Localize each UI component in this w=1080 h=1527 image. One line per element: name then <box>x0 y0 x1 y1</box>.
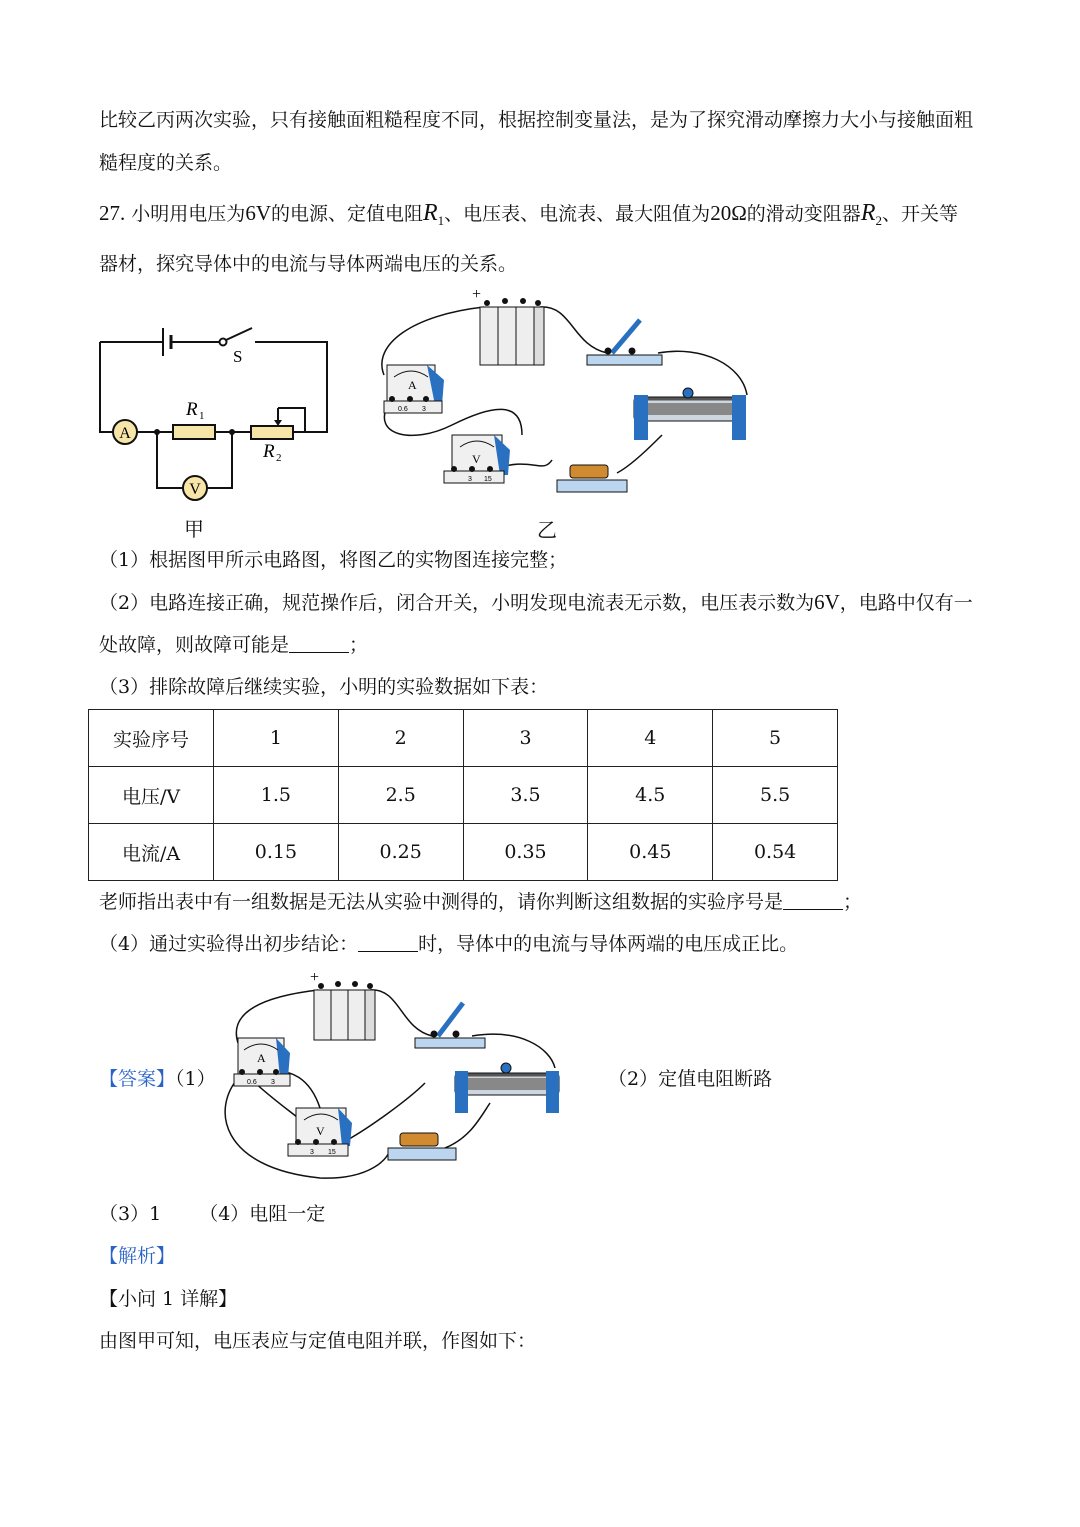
table-cell: 3 <box>463 710 588 767</box>
ammeter-icon <box>384 365 444 413</box>
table-row <box>89 824 838 881</box>
ammeter-icon <box>234 1038 290 1086</box>
answer-ammeter-scale-0: 0.6 <box>247 1079 257 1086</box>
answer-line-3 <box>99 1202 325 1226</box>
q27-text-4: 的滑动变阻器 <box>746 203 861 225</box>
answer-battery-plus-label: + <box>310 969 320 986</box>
q27-resistance: 20Ω <box>710 201 747 225</box>
r1-sub-label: 1 <box>199 410 205 422</box>
answer-3: （3）1 <box>99 1203 162 1225</box>
circuit-diagram-jia <box>95 320 335 545</box>
voltmeter-scale-0: 3 <box>468 476 472 483</box>
table-cell: 2.5 <box>338 767 463 824</box>
q2-voltage: 6V <box>814 590 840 614</box>
ammeter-label: A <box>119 425 131 442</box>
rheostat-icon <box>455 1063 559 1113</box>
table-row <box>89 710 838 767</box>
switch-icon <box>587 320 662 365</box>
answer-ammeter-scale-1: 3 <box>271 1079 275 1086</box>
q27-r1-symbol: R <box>423 200 438 226</box>
switch-label: S <box>233 347 243 366</box>
q27-r2-sub: 2 <box>875 213 882 228</box>
answer-circuit-figure <box>210 968 570 1188</box>
table-header-cell: 实验序号 <box>89 710 214 767</box>
q4-text-b: 时，导体中的电流与导体两端的电压成正比。 <box>418 933 799 955</box>
ammeter-scale-0: 0.6 <box>398 406 408 413</box>
q3-after-text: 老师指出表中有一组数据是无法从实验中测得的，请你判断这组数据的实验序号是 <box>99 891 784 913</box>
r1-label: R <box>186 399 198 420</box>
answer-tag: 【答案】 <box>99 1068 176 1090</box>
analysis-tag: 【解析】 <box>99 1245 176 1267</box>
data-table <box>88 709 838 881</box>
q27-text-3: 、电压表、电流表、最大阻值为 <box>444 203 711 225</box>
question-number: 27. <box>99 201 126 225</box>
q27-voltage: 6V <box>245 201 271 225</box>
rheostat-icon <box>634 388 746 440</box>
voltmeter-face-label: V <box>472 452 481 466</box>
question-27-line-2: 器材，探究导体中的电流与导体两端电压的关系。 <box>99 253 518 275</box>
q2-text-c: 处故障，则故障可能是 <box>99 634 290 656</box>
question-27-line-1 <box>99 198 958 236</box>
answer-blank <box>358 933 418 952</box>
q27-text-2: 的电源、定值电阻 <box>270 203 423 225</box>
voltmeter-icon <box>444 435 510 483</box>
table-cell: 5 <box>713 710 838 767</box>
answer-line-1 <box>99 1067 216 1091</box>
sub-question-2-line-2 <box>99 633 368 657</box>
intro-line-2: 糙程度的关系。 <box>99 152 233 174</box>
resistor-icon <box>388 1133 456 1160</box>
q27-text-5: 、开关等 <box>881 203 958 225</box>
q27-r1-sub: 1 <box>437 213 445 228</box>
q27-text-1: 小明用电压为 <box>131 203 246 225</box>
r2-sub-label: 2 <box>276 452 282 464</box>
answer-ammeter-face-label: A <box>257 1051 266 1065</box>
sub-question-1: （1）根据图甲所示电路图，将图乙的实物图连接完整； <box>99 549 568 571</box>
answer-blank <box>289 634 349 653</box>
answer-1: （1） <box>175 1068 216 1090</box>
ammeter-face-label: A <box>408 378 417 392</box>
voltmeter-scale-1: 15 <box>484 476 492 483</box>
figure-caption-yi: 乙 <box>537 518 557 542</box>
table-header-cell: 电压/V <box>89 767 214 824</box>
table-cell: 0.35 <box>463 824 588 881</box>
q2-text-b: ，电路中仅有一 <box>839 592 973 614</box>
q3-end: ； <box>843 891 863 913</box>
battery-icon <box>480 298 544 365</box>
analysis-sub1-text: 由图甲可知，电压表应与定值电阻并联，作图如下： <box>99 1330 537 1352</box>
q27-r2-symbol: R <box>860 200 876 226</box>
table-cell: 0.25 <box>338 824 463 881</box>
table-cell: 0.54 <box>713 824 838 881</box>
answer-blank <box>783 891 843 910</box>
switch-icon <box>415 1003 485 1048</box>
battery-icon <box>314 981 375 1040</box>
q4-text-a: （4）通过实验得出初步结论： <box>99 933 359 955</box>
r2-label: R <box>263 441 275 462</box>
answer-voltmeter-scale-0: 3 <box>310 1149 314 1156</box>
answer-voltmeter-face-label: V <box>316 1124 325 1138</box>
table-cell: 2 <box>338 710 463 767</box>
table-header-cell: 电流/A <box>89 824 214 881</box>
sub-question-3-follow <box>99 890 862 914</box>
sub-question-2-line-1 <box>99 590 973 615</box>
voltmeter-label: V <box>189 481 201 498</box>
table-row <box>89 767 838 824</box>
resistor-icon <box>557 465 627 492</box>
sub-question-3: （3）排除故障后继续实验，小明的实验数据如下表： <box>99 676 549 698</box>
table-cell: 4.5 <box>588 767 713 824</box>
table-cell: 0.45 <box>588 824 713 881</box>
table-cell: 0.15 <box>214 824 339 881</box>
table-cell: 1.5 <box>214 767 339 824</box>
table-cell: 1 <box>214 710 339 767</box>
table-cell: 3.5 <box>463 767 588 824</box>
battery-plus-label: + <box>472 286 482 303</box>
figure-caption-jia: 甲 <box>184 517 204 541</box>
table-cell: 5.5 <box>713 767 838 824</box>
q2-end: ； <box>349 634 369 656</box>
ammeter-scale-1: 3 <box>422 406 426 413</box>
table-cell: 4 <box>588 710 713 767</box>
q2-text-a: （2）电路连接正确，规范操作后，闭合开关，小明发现电流表无示数，电压表示数为 <box>99 592 815 614</box>
intro-line-1: 比较乙丙两次实验，只有接触面粗糙程度不同，根据控制变量法，是为了探究滑动摩擦力大小与接触面粗 <box>99 109 974 131</box>
voltmeter-icon <box>288 1108 352 1156</box>
answer-2: （2）定值电阻断路 <box>608 1068 773 1090</box>
physical-circuit-yi <box>372 285 782 510</box>
answer-voltmeter-scale-1: 15 <box>328 1149 336 1156</box>
answer-4: （4）电阻一定 <box>199 1203 326 1225</box>
sub-question-4 <box>99 932 798 956</box>
analysis-sub1-title: 【小问 1 详解】 <box>99 1288 238 1310</box>
